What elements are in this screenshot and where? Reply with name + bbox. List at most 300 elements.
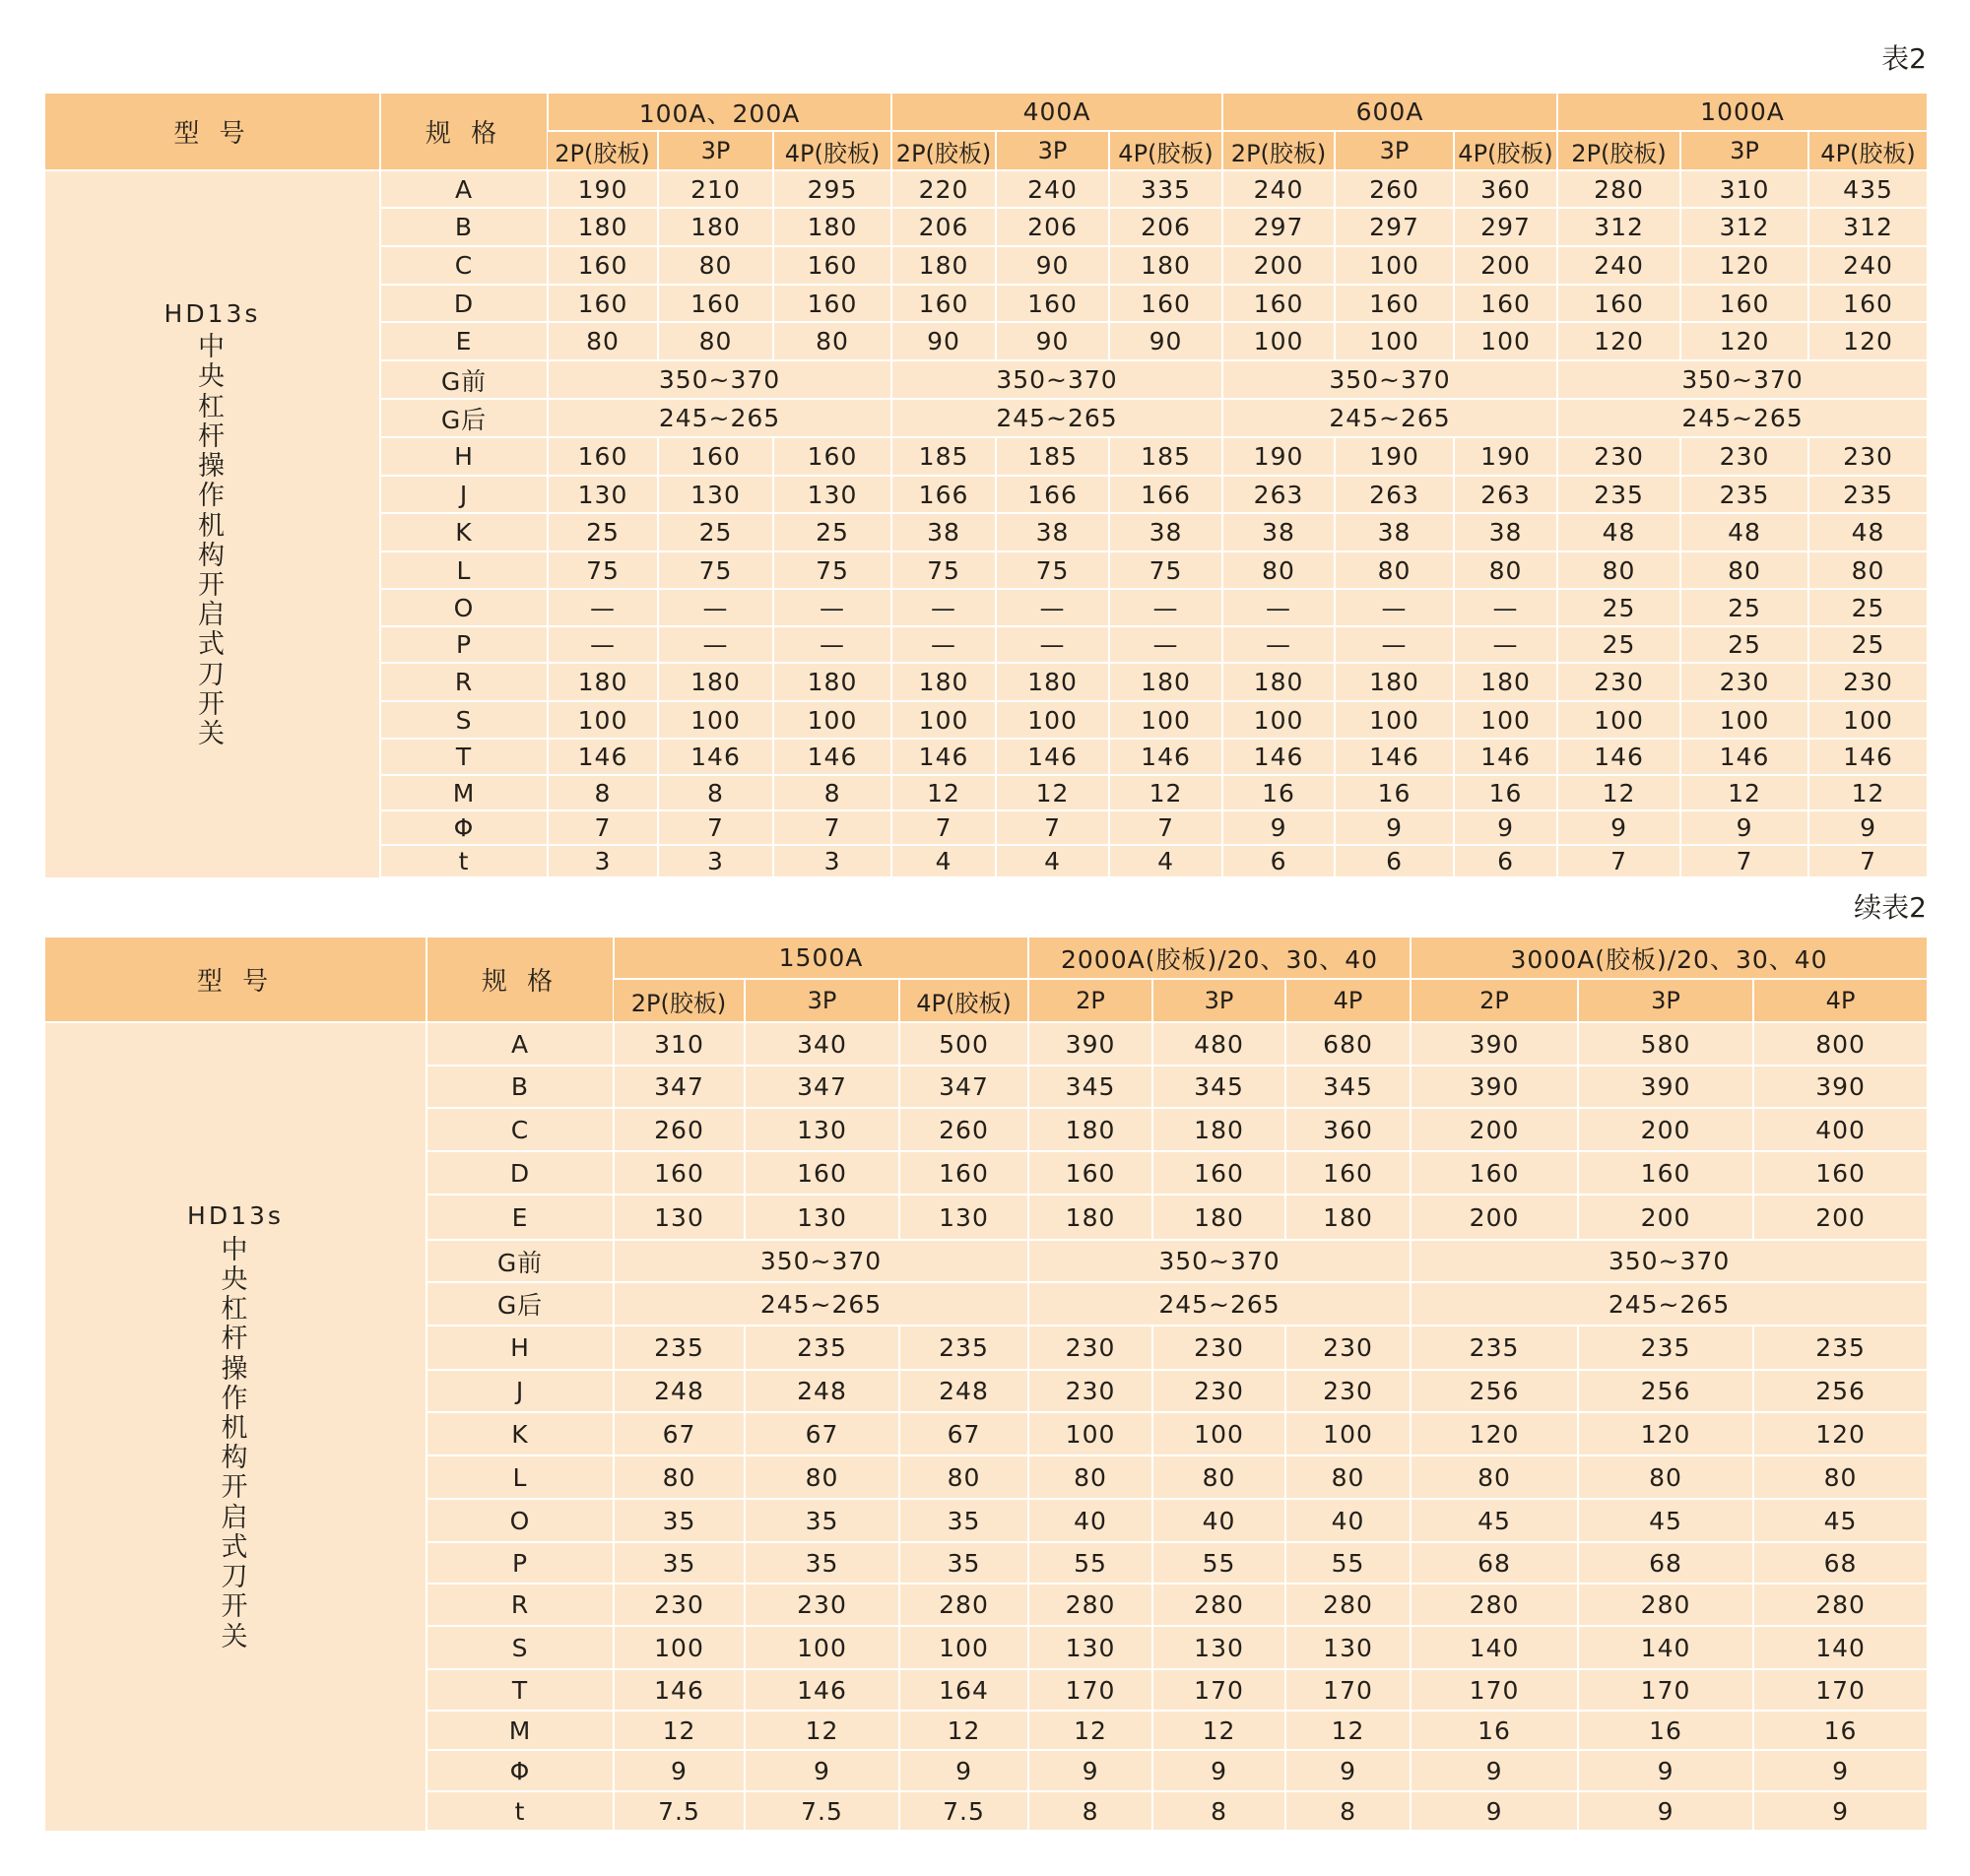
value-cell: 7 <box>1109 810 1222 845</box>
value-cell: 345 <box>1152 1066 1285 1108</box>
value-cell: 220 <box>891 170 996 208</box>
value-cell: 68 <box>1578 1542 1753 1584</box>
value-cell: 347 <box>899 1066 1028 1108</box>
value-cell: — <box>773 626 891 663</box>
value-cell: 435 <box>1808 170 1927 208</box>
pole-subheader: 3P <box>1578 979 1753 1022</box>
spec-label: B <box>380 208 548 246</box>
value-cell: 100 <box>1335 246 1454 285</box>
value-cell: 240 <box>996 170 1109 208</box>
value-cell: 206 <box>996 208 1109 246</box>
spec-label: R <box>427 1584 614 1626</box>
value-cell: 280 <box>899 1584 1028 1626</box>
spec-label: L <box>380 551 548 589</box>
value-cell: 38 <box>1454 513 1557 551</box>
value-cell: 180 <box>1028 1195 1152 1240</box>
spec-label: K <box>380 513 548 551</box>
value-cell: 160 <box>1222 285 1335 322</box>
value-cell: 160 <box>1808 285 1927 322</box>
value-cell: 180 <box>996 663 1109 701</box>
value-cell: 67 <box>899 1412 1028 1456</box>
value-cell: 160 <box>773 285 891 322</box>
value-cell: 100 <box>745 1626 899 1669</box>
value-cell: 170 <box>1578 1669 1753 1711</box>
value-cell: 16 <box>1222 775 1335 810</box>
value-cell: 146 <box>1109 739 1222 775</box>
value-cell: 146 <box>1222 739 1335 775</box>
pole-subheader: 3P <box>1152 979 1285 1022</box>
value-cell: 185 <box>996 437 1109 476</box>
value-cell: 280 <box>1557 170 1680 208</box>
value-cell: 7.5 <box>745 1791 899 1831</box>
value-cell: 240 <box>1808 246 1927 285</box>
pole-subheader: 4P <box>1753 979 1927 1022</box>
value-cell: 80 <box>1753 1456 1927 1499</box>
value-cell: 210 <box>658 170 773 208</box>
value-cell: 100 <box>773 701 891 739</box>
value-cell: 9 <box>1028 1750 1152 1791</box>
merged-range-cell: 245~265 <box>1411 1282 1927 1326</box>
value-cell: 360 <box>1285 1108 1411 1151</box>
value-cell: — <box>548 589 658 626</box>
value-cell: 12 <box>1285 1711 1411 1750</box>
value-cell: 80 <box>1335 551 1454 589</box>
value-cell: 100 <box>891 701 996 739</box>
value-cell: 180 <box>1028 1108 1152 1151</box>
pole-subheader: 2P <box>1411 979 1578 1022</box>
value-cell: 200 <box>1411 1108 1578 1151</box>
value-cell: 4 <box>891 845 996 877</box>
value-cell: 100 <box>614 1626 745 1669</box>
model-cell <box>45 1022 427 1831</box>
merged-range-cell: 245~265 <box>1028 1282 1411 1326</box>
pole-subheader: 2P <box>1028 979 1152 1022</box>
value-cell: 230 <box>1152 1370 1285 1412</box>
value-cell: 12 <box>899 1711 1028 1750</box>
value-cell: 35 <box>899 1499 1028 1542</box>
value-cell: 9 <box>1411 1791 1578 1831</box>
value-cell: 48 <box>1808 513 1927 551</box>
merged-range-cell: 350~370 <box>614 1240 1028 1282</box>
value-cell: 38 <box>1109 513 1222 551</box>
value-cell: 12 <box>745 1711 899 1750</box>
value-cell: 230 <box>1557 663 1680 701</box>
spec-label: J <box>427 1370 614 1412</box>
value-cell: 235 <box>614 1326 745 1370</box>
value-cell: 80 <box>1411 1456 1578 1499</box>
value-cell: 35 <box>745 1542 899 1584</box>
value-cell: 100 <box>1557 701 1680 739</box>
value-cell: 160 <box>1335 285 1454 322</box>
value-cell: 180 <box>548 208 658 246</box>
value-cell: 166 <box>1109 476 1222 513</box>
value-cell: 16 <box>1411 1711 1578 1750</box>
value-cell: 240 <box>1222 170 1335 208</box>
current-group-header: 100A、200A <box>548 94 891 131</box>
spec-label: t <box>380 845 548 877</box>
value-cell: 25 <box>1680 589 1808 626</box>
value-cell: 80 <box>548 322 658 360</box>
value-cell: 9 <box>1680 810 1808 845</box>
value-cell: 12 <box>614 1711 745 1750</box>
value-cell: 180 <box>1335 663 1454 701</box>
value-cell: 80 <box>1454 551 1557 589</box>
value-cell: 7 <box>658 810 773 845</box>
spec-label: O <box>380 589 548 626</box>
value-cell: 360 <box>1454 170 1557 208</box>
model-name: 中央杠杆操作机构开启式刀开关 <box>198 332 227 750</box>
value-cell: 16 <box>1578 1711 1753 1750</box>
value-cell: 7 <box>548 810 658 845</box>
spec-header: 规 格 <box>380 94 548 170</box>
value-cell: 4 <box>1109 845 1222 877</box>
value-cell: 256 <box>1411 1370 1578 1412</box>
value-cell: 100 <box>1454 322 1557 360</box>
value-cell: — <box>1109 626 1222 663</box>
value-cell: 120 <box>1557 322 1680 360</box>
value-cell: 12 <box>1109 775 1222 810</box>
value-cell: 160 <box>548 437 658 476</box>
value-cell: 340 <box>745 1022 899 1066</box>
spec-label: M <box>427 1711 614 1750</box>
value-cell: 75 <box>1109 551 1222 589</box>
spec-label: H <box>380 437 548 476</box>
value-cell: 180 <box>1109 246 1222 285</box>
value-cell: 7 <box>1557 845 1680 877</box>
spec-label: C <box>380 246 548 285</box>
pole-subheader: 2P(胶板) <box>891 131 996 170</box>
value-cell: 25 <box>658 513 773 551</box>
spec-label: S <box>427 1626 614 1669</box>
value-cell: 280 <box>1753 1584 1927 1626</box>
spec-label: E <box>380 322 548 360</box>
spec-label: G前 <box>380 360 548 399</box>
value-cell: 190 <box>1454 437 1557 476</box>
value-cell: 230 <box>745 1584 899 1626</box>
value-cell: 800 <box>1753 1022 1927 1066</box>
value-cell: 90 <box>891 322 996 360</box>
table1-caption: 表2 <box>1881 42 1927 75</box>
pole-subheader: 3P <box>745 979 899 1022</box>
value-cell: 160 <box>1578 1151 1753 1195</box>
value-cell: 180 <box>1285 1195 1411 1240</box>
value-cell: 146 <box>548 739 658 775</box>
value-cell: 8 <box>658 775 773 810</box>
value-cell: 12 <box>891 775 996 810</box>
value-cell: 160 <box>1680 285 1808 322</box>
value-cell: 160 <box>658 285 773 322</box>
value-cell: 100 <box>658 701 773 739</box>
current-group-header: 400A <box>891 94 1222 131</box>
value-cell: 160 <box>614 1151 745 1195</box>
value-cell: 200 <box>1411 1195 1578 1240</box>
value-cell: — <box>1222 626 1335 663</box>
spec-label: A <box>380 170 548 208</box>
value-cell: 4 <box>996 845 1109 877</box>
value-cell: 160 <box>891 285 996 322</box>
value-cell: 580 <box>1578 1022 1753 1066</box>
value-cell: 140 <box>1753 1626 1927 1669</box>
model-code: HD13s <box>187 1201 284 1231</box>
merged-range-cell: 350~370 <box>891 360 1222 399</box>
value-cell: 235 <box>1557 476 1680 513</box>
value-cell: 180 <box>891 663 996 701</box>
value-cell: — <box>773 589 891 626</box>
value-cell: 12 <box>1680 775 1808 810</box>
current-group-header: 3000A(胶板)/20、30、40 <box>1411 938 1927 979</box>
value-cell: 80 <box>1680 551 1808 589</box>
value-cell: 75 <box>773 551 891 589</box>
value-cell: 160 <box>1152 1151 1285 1195</box>
value-cell: — <box>1454 626 1557 663</box>
value-cell: — <box>996 626 1109 663</box>
value-cell: 140 <box>1411 1626 1578 1669</box>
value-cell: 67 <box>745 1412 899 1456</box>
value-cell: 280 <box>1152 1584 1285 1626</box>
value-cell: 240 <box>1557 246 1680 285</box>
value-cell: 500 <box>899 1022 1028 1066</box>
pole-subheader: 4P(胶板) <box>1808 131 1927 170</box>
value-cell: 3 <box>548 845 658 877</box>
spec-label: C <box>427 1108 614 1151</box>
value-cell: 100 <box>1285 1412 1411 1456</box>
value-cell: 120 <box>1680 246 1808 285</box>
value-cell: 390 <box>1578 1066 1753 1108</box>
value-cell: — <box>1222 589 1335 626</box>
value-cell: 75 <box>658 551 773 589</box>
value-cell: 185 <box>1109 437 1222 476</box>
value-cell: 130 <box>773 476 891 513</box>
spec-label: T <box>427 1669 614 1711</box>
value-cell: 6 <box>1454 845 1557 877</box>
value-cell: 9 <box>1411 1750 1578 1791</box>
value-cell: 130 <box>548 476 658 513</box>
value-cell: 160 <box>773 437 891 476</box>
value-cell: 130 <box>614 1195 745 1240</box>
spec-label: J <box>380 476 548 513</box>
value-cell: 230 <box>1028 1326 1152 1370</box>
value-cell: 8 <box>1285 1791 1411 1831</box>
value-cell: 55 <box>1028 1542 1152 1584</box>
value-cell: 146 <box>1335 739 1454 775</box>
header-row-groups <box>45 94 1927 131</box>
value-cell: 297 <box>1335 208 1454 246</box>
value-cell: 55 <box>1152 1542 1285 1584</box>
value-cell: 100 <box>1152 1412 1285 1456</box>
value-cell: 9 <box>1753 1750 1927 1791</box>
spec-label: L <box>427 1456 614 1499</box>
value-cell: 263 <box>1335 476 1454 513</box>
value-cell: 170 <box>1753 1669 1927 1711</box>
value-cell: 260 <box>1335 170 1454 208</box>
value-cell: 9 <box>1808 810 1927 845</box>
value-cell: 130 <box>1028 1626 1152 1669</box>
value-cell: 180 <box>1454 663 1557 701</box>
value-cell: — <box>658 626 773 663</box>
value-cell: 38 <box>996 513 1109 551</box>
value-cell: 9 <box>899 1750 1028 1791</box>
value-cell: 80 <box>658 246 773 285</box>
value-cell: 68 <box>1411 1542 1578 1584</box>
value-cell: 180 <box>773 208 891 246</box>
spec-label: R <box>380 663 548 701</box>
value-cell: 170 <box>1028 1669 1152 1711</box>
value-cell: 12 <box>996 775 1109 810</box>
model-name: 中央杠杆操作机构开启式刀开关 <box>221 1234 250 1652</box>
value-cell: 130 <box>658 476 773 513</box>
value-cell: 100 <box>1335 322 1454 360</box>
value-cell: 80 <box>1557 551 1680 589</box>
spec-label: O <box>427 1499 614 1542</box>
value-cell: 90 <box>996 246 1109 285</box>
pole-subheader: 4P(胶板) <box>1454 131 1557 170</box>
merged-range-cell: 350~370 <box>1028 1240 1411 1282</box>
merged-range-cell: 350~370 <box>548 360 891 399</box>
value-cell: 9 <box>745 1750 899 1791</box>
value-cell: 100 <box>996 701 1109 739</box>
value-cell: 180 <box>1109 663 1222 701</box>
value-cell: 38 <box>1222 513 1335 551</box>
value-cell: 146 <box>658 739 773 775</box>
value-cell: 160 <box>1285 1151 1411 1195</box>
value-cell: 310 <box>1680 170 1808 208</box>
value-cell: 25 <box>1557 589 1680 626</box>
value-cell: 297 <box>1222 208 1335 246</box>
value-cell: 180 <box>891 246 996 285</box>
value-cell: 130 <box>1152 1626 1285 1669</box>
value-cell: 230 <box>1680 437 1808 476</box>
value-cell: 312 <box>1680 208 1808 246</box>
value-cell: 120 <box>1753 1412 1927 1456</box>
value-cell: 180 <box>1222 663 1335 701</box>
value-cell: 146 <box>1680 739 1808 775</box>
value-cell: 390 <box>1411 1022 1578 1066</box>
value-cell: 100 <box>899 1626 1028 1669</box>
value-cell: 130 <box>1285 1626 1411 1669</box>
value-cell: 295 <box>773 170 891 208</box>
value-cell: 180 <box>1152 1108 1285 1151</box>
model-header: 型 号 <box>45 938 427 1022</box>
value-cell: 280 <box>1028 1584 1152 1626</box>
value-cell: 35 <box>614 1542 745 1584</box>
value-cell: 263 <box>1222 476 1335 513</box>
value-cell: 120 <box>1411 1412 1578 1456</box>
value-cell: 335 <box>1109 170 1222 208</box>
value-cell: 312 <box>1808 208 1927 246</box>
value-cell: 235 <box>899 1326 1028 1370</box>
spec-label: D <box>380 285 548 322</box>
value-cell: 3 <box>773 845 891 877</box>
merged-range-cell: 245~265 <box>1222 399 1557 437</box>
value-cell: 80 <box>1808 551 1927 589</box>
value-cell: 390 <box>1028 1022 1152 1066</box>
value-cell: 25 <box>1808 589 1927 626</box>
value-cell: 180 <box>548 663 658 701</box>
value-cell: — <box>996 589 1109 626</box>
pole-subheader: 2P(胶板) <box>1222 131 1335 170</box>
value-cell: — <box>1335 626 1454 663</box>
value-cell: 206 <box>891 208 996 246</box>
value-cell: 75 <box>891 551 996 589</box>
merged-range-cell: 350~370 <box>1222 360 1557 399</box>
value-cell: 12 <box>1557 775 1680 810</box>
value-cell: — <box>548 626 658 663</box>
value-cell: 12 <box>1808 775 1927 810</box>
spec-label: P <box>427 1542 614 1584</box>
value-cell: — <box>658 589 773 626</box>
value-cell: 75 <box>548 551 658 589</box>
value-cell: 40 <box>1028 1499 1152 1542</box>
value-cell: 230 <box>1680 663 1808 701</box>
value-cell: 345 <box>1028 1066 1152 1108</box>
value-cell: 45 <box>1411 1499 1578 1542</box>
spec-label: T <box>380 739 548 775</box>
value-cell: 160 <box>1411 1151 1578 1195</box>
value-cell: 185 <box>891 437 996 476</box>
value-cell: 180 <box>1152 1195 1285 1240</box>
value-cell: 67 <box>614 1412 745 1456</box>
value-cell: 75 <box>996 551 1109 589</box>
value-cell: 280 <box>1578 1584 1753 1626</box>
pole-subheader: 3P <box>1680 131 1808 170</box>
value-cell: 146 <box>773 739 891 775</box>
value-cell: 146 <box>1557 739 1680 775</box>
value-cell: 310 <box>614 1022 745 1066</box>
value-cell: 100 <box>1808 701 1927 739</box>
spec-table-2 <box>45 938 1927 1832</box>
value-cell: 80 <box>1222 551 1335 589</box>
value-cell: 16 <box>1454 775 1557 810</box>
value-cell: 347 <box>745 1066 899 1108</box>
value-cell: 8 <box>1152 1791 1285 1831</box>
value-cell: 40 <box>1152 1499 1285 1542</box>
value-cell: 400 <box>1753 1108 1927 1151</box>
value-cell: 206 <box>1109 208 1222 246</box>
current-group-header: 1500A <box>614 938 1028 979</box>
value-cell: 297 <box>1454 208 1557 246</box>
value-cell: 200 <box>1753 1195 1927 1240</box>
value-cell: 100 <box>1222 322 1335 360</box>
value-cell: 200 <box>1578 1108 1753 1151</box>
value-cell: 7 <box>891 810 996 845</box>
value-cell: 120 <box>1680 322 1808 360</box>
value-cell: 130 <box>899 1195 1028 1240</box>
value-cell: 170 <box>1411 1669 1578 1711</box>
value-cell: 45 <box>1753 1499 1927 1542</box>
value-cell: 9 <box>1753 1791 1927 1831</box>
value-cell: 35 <box>745 1499 899 1542</box>
spec-label: G前 <box>427 1240 614 1282</box>
value-cell: 170 <box>1285 1669 1411 1711</box>
value-cell: 230 <box>1557 437 1680 476</box>
value-cell: 130 <box>745 1195 899 1240</box>
value-cell: 7 <box>1680 845 1808 877</box>
spec-label: H <box>427 1326 614 1370</box>
value-cell: 100 <box>548 701 658 739</box>
merged-range-cell: 245~265 <box>891 399 1222 437</box>
value-cell: 130 <box>745 1108 899 1151</box>
spec-label: B <box>427 1066 614 1108</box>
value-cell: 120 <box>1808 322 1927 360</box>
value-cell: 100 <box>1028 1412 1152 1456</box>
value-cell: 166 <box>996 476 1109 513</box>
value-cell: 12 <box>1152 1711 1285 1750</box>
table-row <box>45 170 1927 208</box>
value-cell: 120 <box>1578 1412 1753 1456</box>
value-cell: 146 <box>614 1669 745 1711</box>
value-cell: 80 <box>1285 1456 1411 1499</box>
value-cell: — <box>1335 589 1454 626</box>
